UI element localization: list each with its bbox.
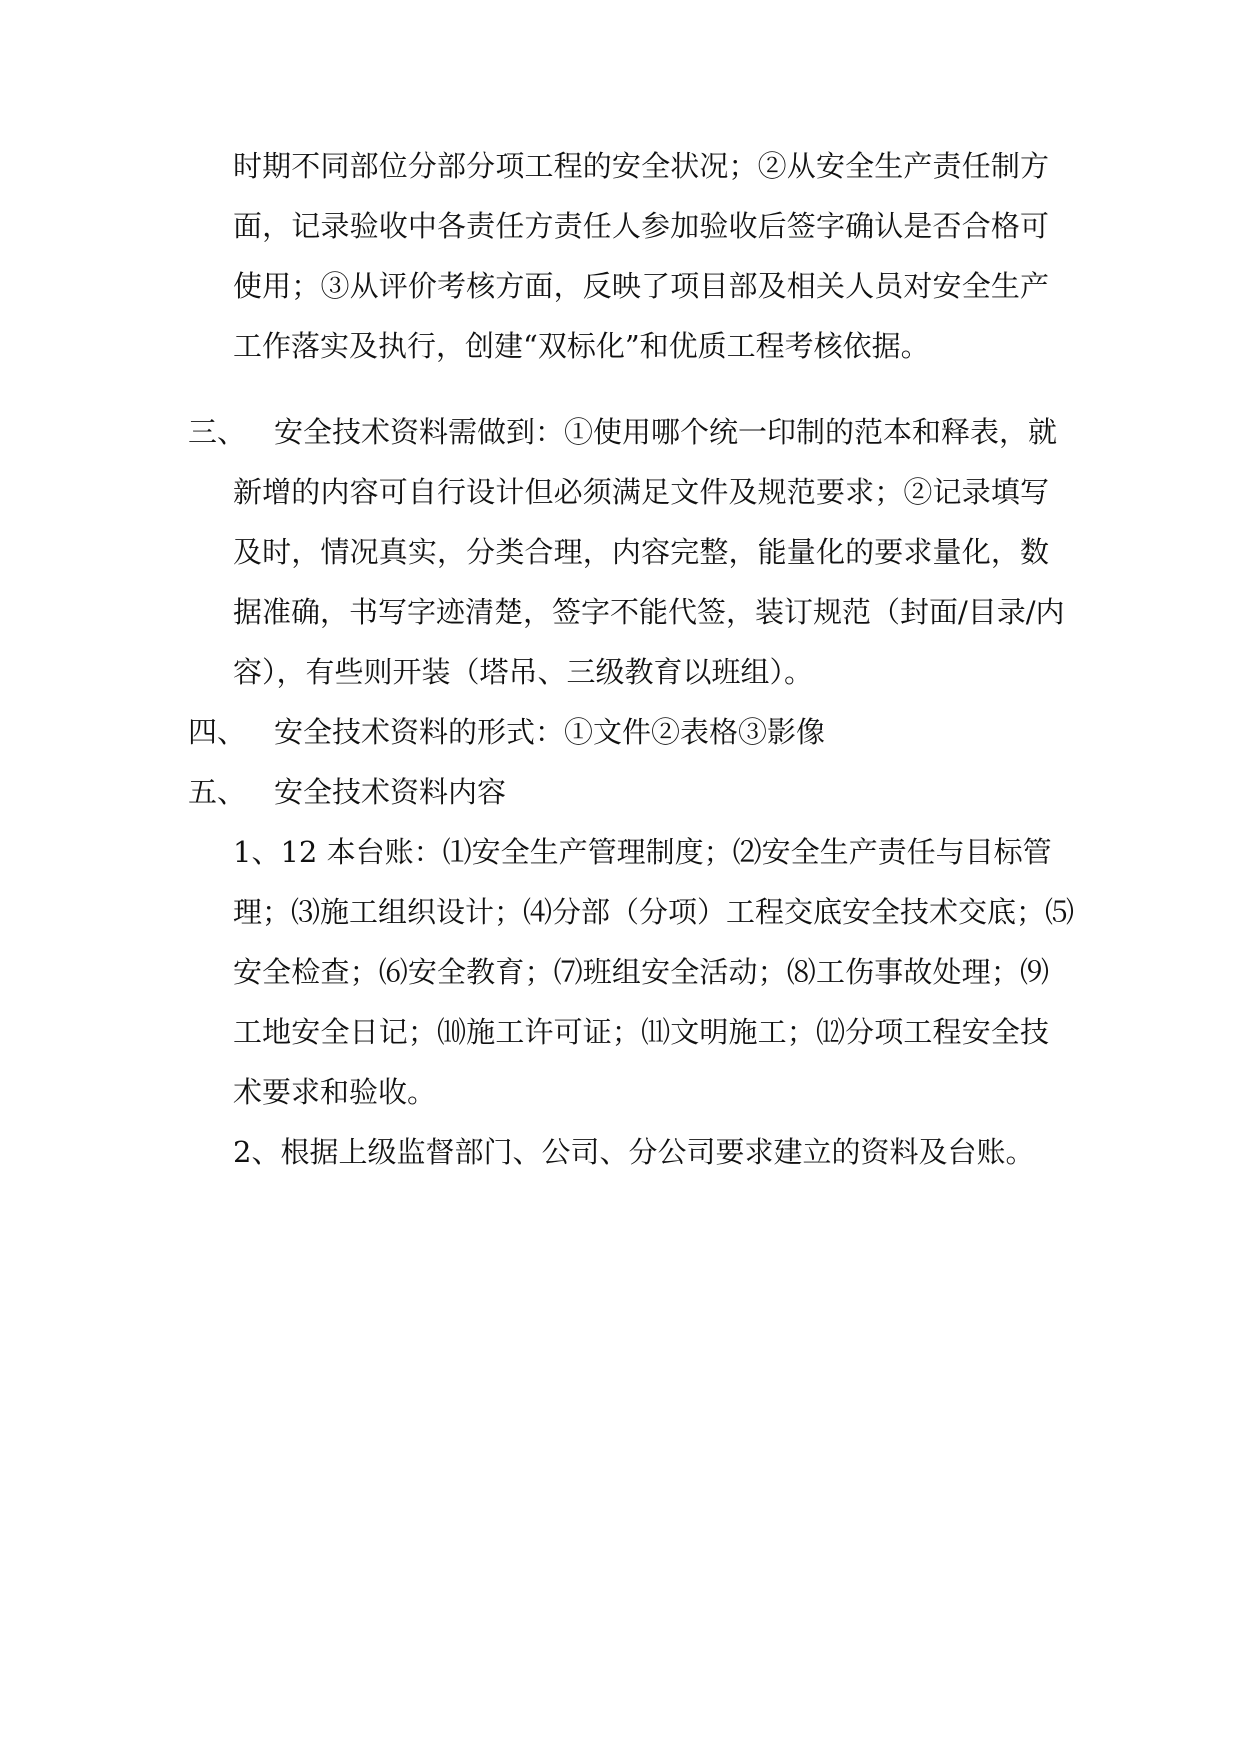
section-heading: 安全技术资料内容 bbox=[274, 775, 507, 809]
section-heading: 安全技术资料的形式：①文件②表格③影像 bbox=[274, 715, 826, 749]
list-item-line: 安全检查；⑹安全教育；⑺班组安全活动；⑻工伤事故处理；⑼ bbox=[233, 955, 1049, 989]
list-item: 2、根据上级监督部门、公司、分公司要求建立的资料及台账。 bbox=[233, 1135, 1035, 1169]
paragraph-line: 新增的内容可自行设计但必须满足文件及规范要求；②记录填写 bbox=[233, 475, 1049, 509]
paragraph-line: 使用；③从评价考核方面，反映了项目部及相关人员对安全生产 bbox=[233, 269, 1049, 303]
paragraph-line: 工作落实及执行，创建“双标化”和优质工程考核依据。 bbox=[233, 329, 930, 363]
paragraph-line: 时期不同部位分部分项工程的安全状况；②从安全生产责任制方 bbox=[233, 149, 1049, 183]
section-number: 五、 bbox=[188, 775, 247, 809]
list-item-line: 理；⑶施工组织设计；⑷分部（分项）工程交底安全技术交底；⑸ bbox=[233, 895, 1075, 929]
paragraph-line: 容），有些则开装（塔吊、三级教育以班组）。 bbox=[233, 655, 814, 689]
paragraph-line: 据准确，书写字迹清楚，签字不能代签，装订规范（封面/目录/内 bbox=[233, 595, 1065, 629]
paragraph-line: 面，记录验收中各责任方责任人参加验收后签字确认是否合格可 bbox=[233, 209, 1049, 243]
paragraph-line: 及时，情况真实，分类合理，内容完整，能量化的要求量化，数 bbox=[233, 535, 1049, 569]
list-item-line: 工地安全日记；⑽施工许可证；⑾文明施工；⑿分项工程安全技 bbox=[233, 1015, 1049, 1049]
list-item-line: 术要求和验收。 bbox=[233, 1075, 437, 1109]
section-number: 四、 bbox=[188, 715, 247, 749]
list-item-line: 1、12 本台账：⑴安全生产管理制度；⑵安全生产责任与目标管 bbox=[233, 835, 1052, 869]
section-number: 三、 bbox=[188, 415, 247, 449]
section-heading-line: 安全技术资料需做到：①使用哪个统一印制的范本和释表，就 bbox=[274, 415, 1058, 449]
